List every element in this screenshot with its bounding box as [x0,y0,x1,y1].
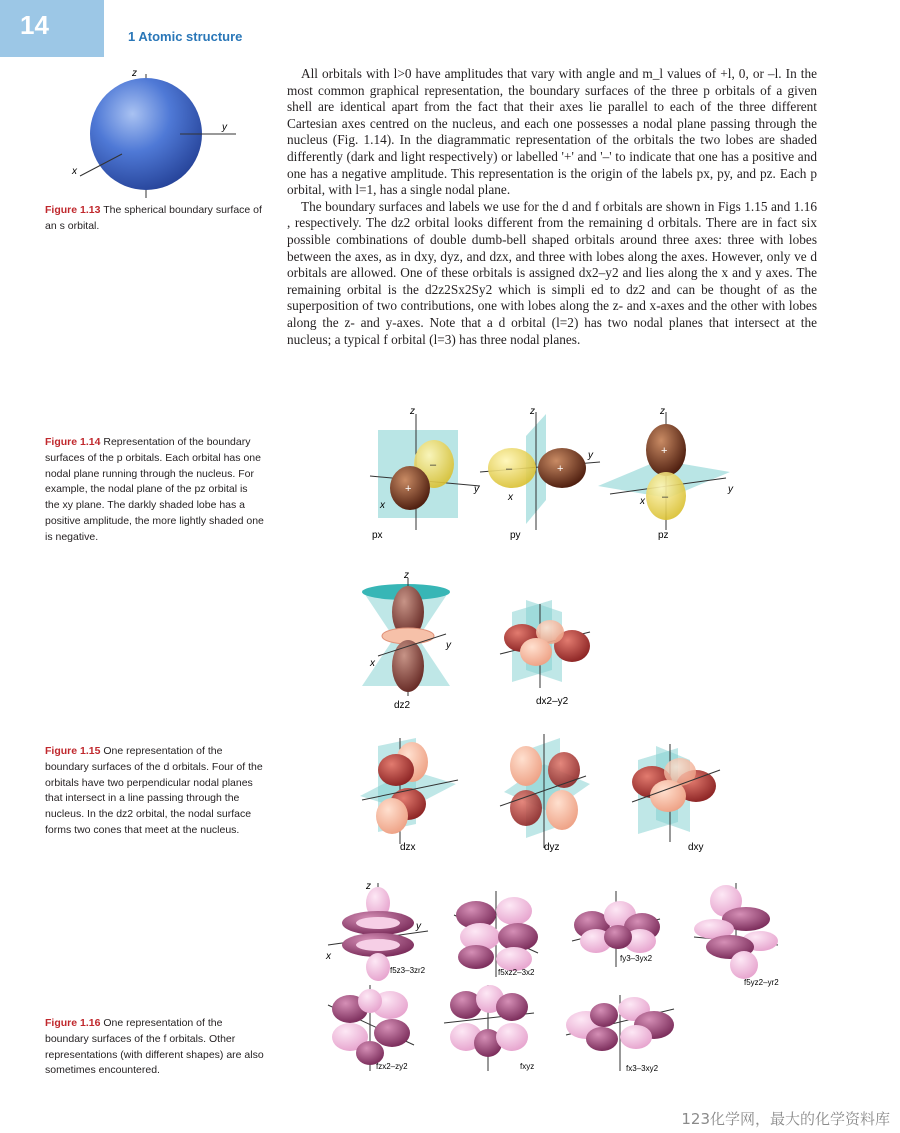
px-orbital [370,406,480,541]
figure-label: Figure 1.15 [45,745,101,757]
f-label-6: fxyz [520,1062,535,1071]
figure-1-13-s-orbital [60,66,260,202]
dx2-y2-orbital [500,600,590,707]
figure-1-16-caption [45,1016,265,1079]
f-5yz2-yr2-orbital [694,883,779,987]
caption-text: Representation of the boundary surfaces of the p orbitals. Each orbital has one nodal plane running through the nucleus. For example, the nodal plane of the pz orbital is the xy plane. The darkly shaded lobe has a positive amplitude, the more lightly shaded one is negative. [45,436,264,543]
dyz-orbital [500,734,590,853]
svg-text:x: x [640,496,645,507]
dx2-y2-label: dx2–y2 [536,696,569,707]
caption-text: The spherical boundary surface of an s orbital. [45,204,262,232]
f-label-1: f5z3–3zr2 [390,966,426,975]
f-y3-3yx2-orbital [572,891,660,967]
px-label: px [372,530,383,541]
page-number: 14 [20,10,49,40]
axis-x-label: x [72,166,77,177]
svg-text:z: z [366,881,371,892]
f-5xz2-3x2-orbital [454,891,538,977]
watermark: 123化学网，最大的化学资料库 [681,1110,890,1128]
page-number-box [0,0,104,57]
svg-text:+: + [661,445,668,457]
f-zx2-zy2-orbital [328,985,414,1071]
svg-text:x: x [380,500,385,511]
svg-text:y: y [446,640,451,651]
paragraph-2: The boundary surfaces and labels we use for the d and f orbitals are shown in Figs 1.15 and 1.16 , respectively. The dz2 orbital looks different from the remaining d orbitals. There are in fact six possible combinations of double dumb-bell shaped orbitals around three axes: three with lobes between the axes, as in dxy, dyz, and dzx, and three with lobes along the axes. However, only ve d orbitals are allowed. One of these orbitals is assigned dx2–y2 and lies along the x and y axes. The remaining orbital is the d2z2Sx2Sy2 which is simpli ed to dz2 and can be thought of as the superposition of two contributions, one with lobes along the z- and x-axes and the other with lobes along the z- and y-axes. Note that a d orbital (l=2) has two nodal planes that intersect at the nucleus; a typical f orbital (l=3) has three nodal planes. [287,198,817,347]
svg-text:x: x [370,658,375,669]
pz-orbital [598,406,734,541]
svg-text:x: x [326,951,331,962]
axis-z-label: z [132,68,137,79]
svg-text:+: + [405,483,412,495]
axis-y-label: y [222,122,227,133]
dzx-orbital [360,738,458,853]
f-label-3: fy3–3yx2 [620,954,653,963]
pz-label: pz [658,530,669,541]
svg-text:z: z [530,406,535,417]
figure-1-13-caption [45,203,265,235]
py-orbital [480,406,600,541]
svg-text:y: y [474,484,479,495]
figure-1-14-p-orbitals [360,400,760,550]
dxy-orbital [632,744,720,853]
figure-1-14-caption [45,435,265,546]
dxy-label: dxy [688,842,704,853]
figure-label: Figure 1.16 [45,1017,101,1029]
svg-text:y: y [588,450,593,461]
svg-text:+: + [557,463,564,475]
f-5z3-3zr2-orbital [325,881,428,981]
body-text [287,66,817,348]
caption-text: One representation of the boundary surfaces of the f orbitals. Other representations (with different shapes) are also sometimes encountered. [45,1017,264,1077]
dyz-label: dyz [544,842,560,853]
svg-text:z: z [404,570,409,581]
svg-text:–: – [662,491,669,503]
svg-text:y: y [416,921,421,932]
dz2-orbital [362,570,452,711]
figure-1-15-caption [45,744,265,839]
figure-label: Figure 1.14 [45,436,101,448]
f-xyz-orbital [444,985,534,1071]
py-label: py [510,530,521,541]
f-x3-3xy2-orbital [566,995,674,1073]
figure-1-16-f-orbitals [320,875,790,1085]
svg-text:–: – [430,459,437,471]
f-label-2: f5xz2–3x2 [498,968,535,977]
svg-text:y: y [728,484,733,495]
svg-text:z: z [410,406,415,417]
svg-text:–: – [506,463,513,475]
f-label-7: fx3–3xy2 [626,1064,659,1073]
dz2-label: dz2 [394,700,411,711]
dzx-label: dzx [400,842,416,853]
svg-text:x: x [508,492,513,503]
chapter-title: 1 Atomic structure [128,29,243,44]
paragraph-1: All orbitals with l>0 have amplitudes that vary with angle and m_l values of +l, 0, or –l. In the most common graphical representation, the boundary surfaces of the three p orbitals of a given shell are identical apart from the fact that their axes lie parallel to each of the three different Cartesian axes centred on the nucleus, and each one possesses a nodal plane passing through the nucleus (Fig. 1.14). In the diagrammatic representation of the orbitals the two lobes are shaded differently (dark and light respectively) or labelled '+' and '–' to indicate that one has a positive and one has a negative amplitude. This representation is the origin of the labels px, py, and pz. Each p orbital, with l=1, has a single nodal plane. [287,66,817,198]
figure-label: Figure 1.13 [45,204,101,216]
figure-1-15-d-orbitals [350,570,750,860]
caption-text: One representation of the boundary surfaces of the d orbitals. Four of the orbitals have two perpendicular nodal planes that intersect in a line passing through the nucleus. In the dz2 orbital, the nodal surface forms two cones that meet at the nucleus. [45,745,263,836]
f-label-5: fzx2–zy2 [376,1062,408,1071]
svg-text:z: z [660,406,665,417]
dz2-lower-lobe [392,640,424,692]
f-label-4: f5yz2–yr2 [744,978,779,987]
